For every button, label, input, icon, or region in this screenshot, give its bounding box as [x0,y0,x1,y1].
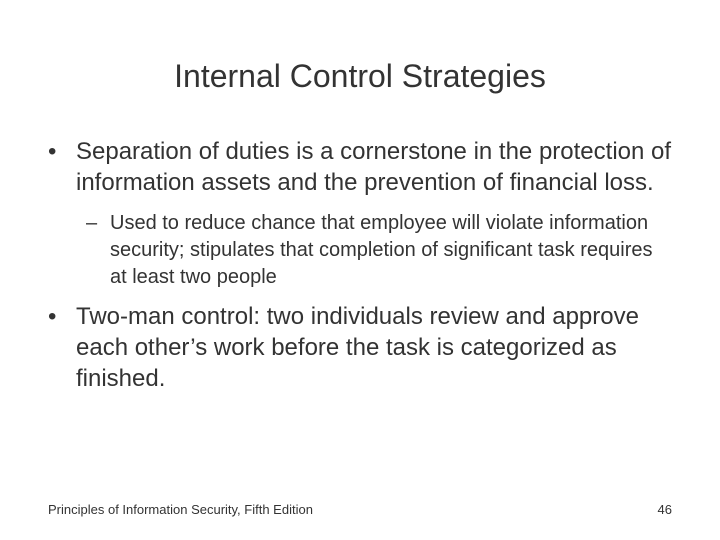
bullet-marker: • [48,138,57,165]
bullet-marker: • [48,303,57,330]
sub-bullet-item [0,210,720,291]
sub-bullet-marker: – [86,212,98,234]
bullet-item [0,136,720,198]
footer-page-number: 46 [657,502,672,517]
slide-title: Internal Control Strategies [174,58,546,94]
sub-bullet-text: Used to reduce chance that employee will violate information security; stipulates that completion of significant task requires at least two people [110,212,653,288]
slide-content [0,136,720,394]
bullet-text: Separation of duties is a cornerstone in the protection of information assets and the prevention of financial loss. [76,138,672,196]
bullet-text: Two-man control: two individuals review and approve each other’s work before the task is categorized as finished. [76,303,639,392]
bullet-item [0,301,720,394]
footer-book-title: Principles of Information Security, Fifth Edition [48,502,313,517]
